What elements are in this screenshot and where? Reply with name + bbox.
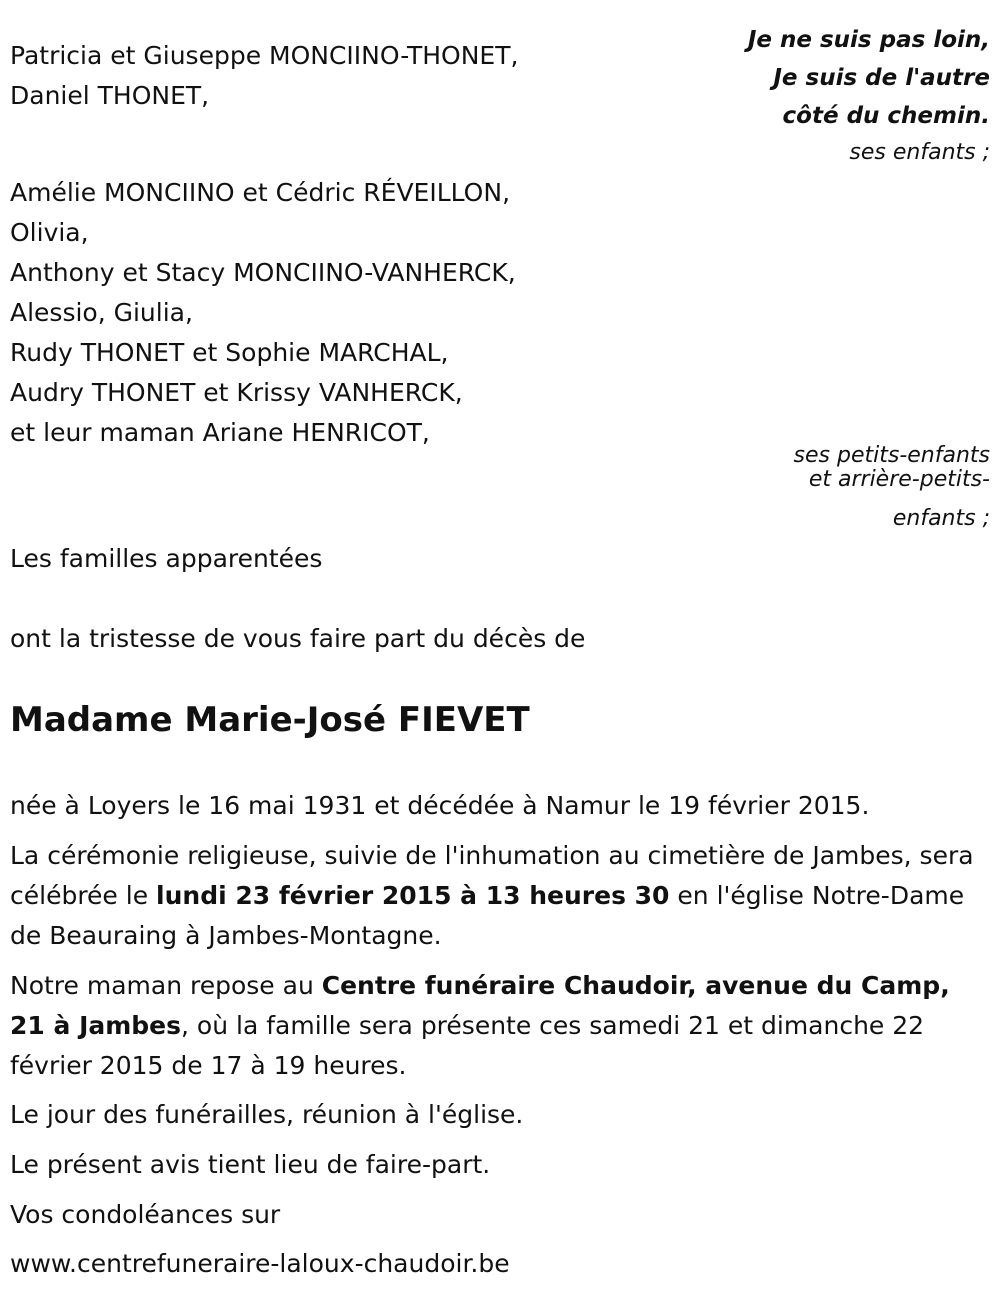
grandchildren-line-6: Audry THONET et Krissy VANHERCK, — [10, 378, 463, 407]
children-relation: ses enfants ; — [849, 140, 990, 165]
grandchildren-line-5: Rudy THONET et Sophie MARCHAL, — [10, 338, 449, 367]
visitation-paragraph — [10, 966, 985, 1086]
related-families: Les familles apparentées — [10, 544, 323, 573]
epitaph-line-2: Je suis de l'autre — [773, 65, 990, 91]
epitaph-line-3: côté du chemin. — [782, 103, 990, 129]
grandchildren-line-3: Anthony et Stacy MONCIINO-VANHERCK, — [10, 258, 516, 287]
birth-death-dates: née à Loyers le 16 mai 1931 et décédée à Namur le 19 février 2015. — [10, 791, 870, 820]
ceremony-paragraph — [10, 836, 985, 956]
condolences-text: Vos condoléances sur — [10, 1200, 281, 1229]
grandchildren-line-1: Amélie MONCIINO et Cédric RÉVEILLON, — [10, 178, 511, 207]
visitation-text-1: Notre maman repose au — [10, 971, 322, 1000]
ceremony-text-2: en l'église Notre-Dame de Beauraing à Jambes-Montagne. — [10, 881, 965, 950]
notice-text: Le présent avis tient lieu de faire-part. — [10, 1150, 491, 1179]
epitaph-line-1: Je ne suis pas loin, — [747, 27, 990, 53]
grandchildren-line-7: et leur maman Ariane HENRICOT, — [10, 418, 430, 447]
grandchildren-relation-1: ses petits-enfants — [793, 443, 990, 468]
grandchildren-relation-2: et arrière-petits- — [808, 467, 990, 492]
website-link[interactable]: www.centrefuneraire-laloux-chaudoir.be — [10, 1249, 510, 1278]
visitation-place: Centre funéraire Chaudoir, avenue du Camp, 21 à Jambes — [10, 971, 950, 1040]
announcement: ont la tristesse de vous faire part du décès de — [10, 624, 586, 653]
grandchildren-line-2: Olivia, — [10, 218, 89, 247]
deceased-name: Madame Marie-José FIEVET — [10, 700, 530, 740]
funeral-meeting: Le jour des funérailles, réunion à l'église. — [10, 1100, 524, 1129]
grandchildren-line-4: Alessio, Giulia, — [10, 298, 193, 327]
children-line-2: Daniel THONET, — [10, 81, 210, 110]
children-line-1: Patricia et Giuseppe MONCIINO-THONET, — [10, 41, 519, 70]
ceremony-text-1: La cérémonie religieuse, suivie de l'inhumation au cimetière de Jambes, sera célébrée le — [10, 841, 974, 910]
ceremony-date: lundi 23 février 2015 à 13 heures 30 — [156, 881, 670, 910]
visitation-text-2: , où la famille sera présente ces samedi 21 et dimanche 22 février 2015 de 17 à 19 heures. — [10, 1011, 925, 1080]
grandchildren-relation-3: enfants ; — [892, 506, 990, 531]
